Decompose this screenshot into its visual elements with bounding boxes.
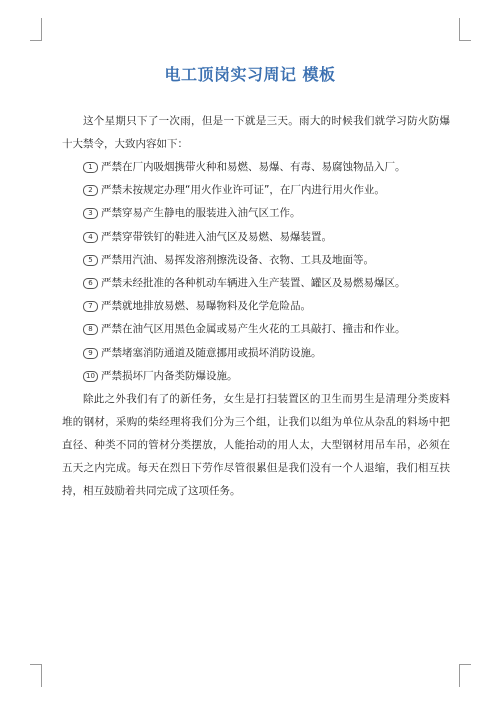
list-item-text: 严禁未经批准的各种机动车辆进入生产装置、罐区及易燃易爆区。: [101, 277, 406, 290]
list-item-text: 严禁未按规定办理“用火作业许可证”，在厂内进行用火作业。: [101, 184, 385, 197]
closing-paragraph: 除此之外我们有了的新任务，女生是打扫装置区的卫生而男生是清理分类废料堆的钢材，采购的柴经理将我们分为三个组，让我们以组为单位从杂乱的料场中把直径、种类不同的管材分类摆放，人能抬动的用人太，大型钢材用吊车吊，必须在五天之内完成。每天在烈日下劳作尽管很累但是我们没有一个人退缩，我们相互扶持，相互鼓励着共同完成了这项任务。: [62, 393, 450, 498]
crop-mark-bottom-left: [30, 664, 42, 687]
list-item-text: 严禁堵塞消防通道及随意挪用或损坏消防设施。: [101, 346, 322, 359]
list-item-text: 严禁损坏厂内备类防爆设施。: [101, 369, 238, 382]
list-item: [62, 179, 450, 202]
crop-mark-top-left: [30, 18, 42, 41]
page-title: 电工顶岗实习周记 模板: [164, 65, 336, 84]
list-number: 9: [83, 348, 98, 359]
list-item-text: 严禁用汽油、易挥发溶剂擦洗设备、衣物、工具及地面等。: [101, 253, 374, 266]
list-item: [62, 365, 450, 388]
list-number: 3: [83, 208, 98, 219]
list-item: [62, 342, 450, 365]
document-body: [62, 110, 450, 503]
rules-list: [62, 156, 450, 388]
list-item-text: 严禁在油气区用黑色金属或易产生火花的工具敲打、撞击和作业。: [101, 323, 406, 336]
crop-mark-bottom-right: [459, 664, 471, 687]
list-item: [62, 249, 450, 272]
list-number: 6: [83, 278, 98, 289]
intro-paragraph: 这个星期只下了一次雨，但是一下就是三天。雨大的时候我们就学习防火防爆十大禁令，大致内容如下：: [62, 115, 450, 150]
list-item: [62, 318, 450, 341]
list-number: 10: [83, 371, 98, 382]
list-item-text: 严禁就地排放易燃、易曝物料及化学危险品。: [101, 300, 311, 313]
list-item: [62, 295, 450, 318]
list-number: 7: [83, 301, 98, 312]
list-item: [62, 226, 450, 249]
list-item-text: 严禁穿带铁钉的鞋进入油气区及易燃、易爆装置。: [101, 230, 332, 243]
list-number: 8: [83, 324, 98, 335]
list-number: 4: [83, 232, 98, 243]
list-number: 2: [83, 185, 98, 196]
list-number: 5: [83, 255, 98, 266]
list-item-text: 严禁在厂内吸烟携带火种和易燃、易爆、有毒、易腐蚀物品入厂。: [101, 161, 406, 173]
list-item: [62, 156, 450, 179]
list-item-text: 严禁穿易产生静电的服装进入油气区工作。: [101, 207, 301, 220]
list-number: 1: [83, 162, 98, 173]
list-item: [62, 272, 450, 295]
list-item: [62, 202, 450, 225]
crop-mark-top-right: [459, 18, 471, 41]
